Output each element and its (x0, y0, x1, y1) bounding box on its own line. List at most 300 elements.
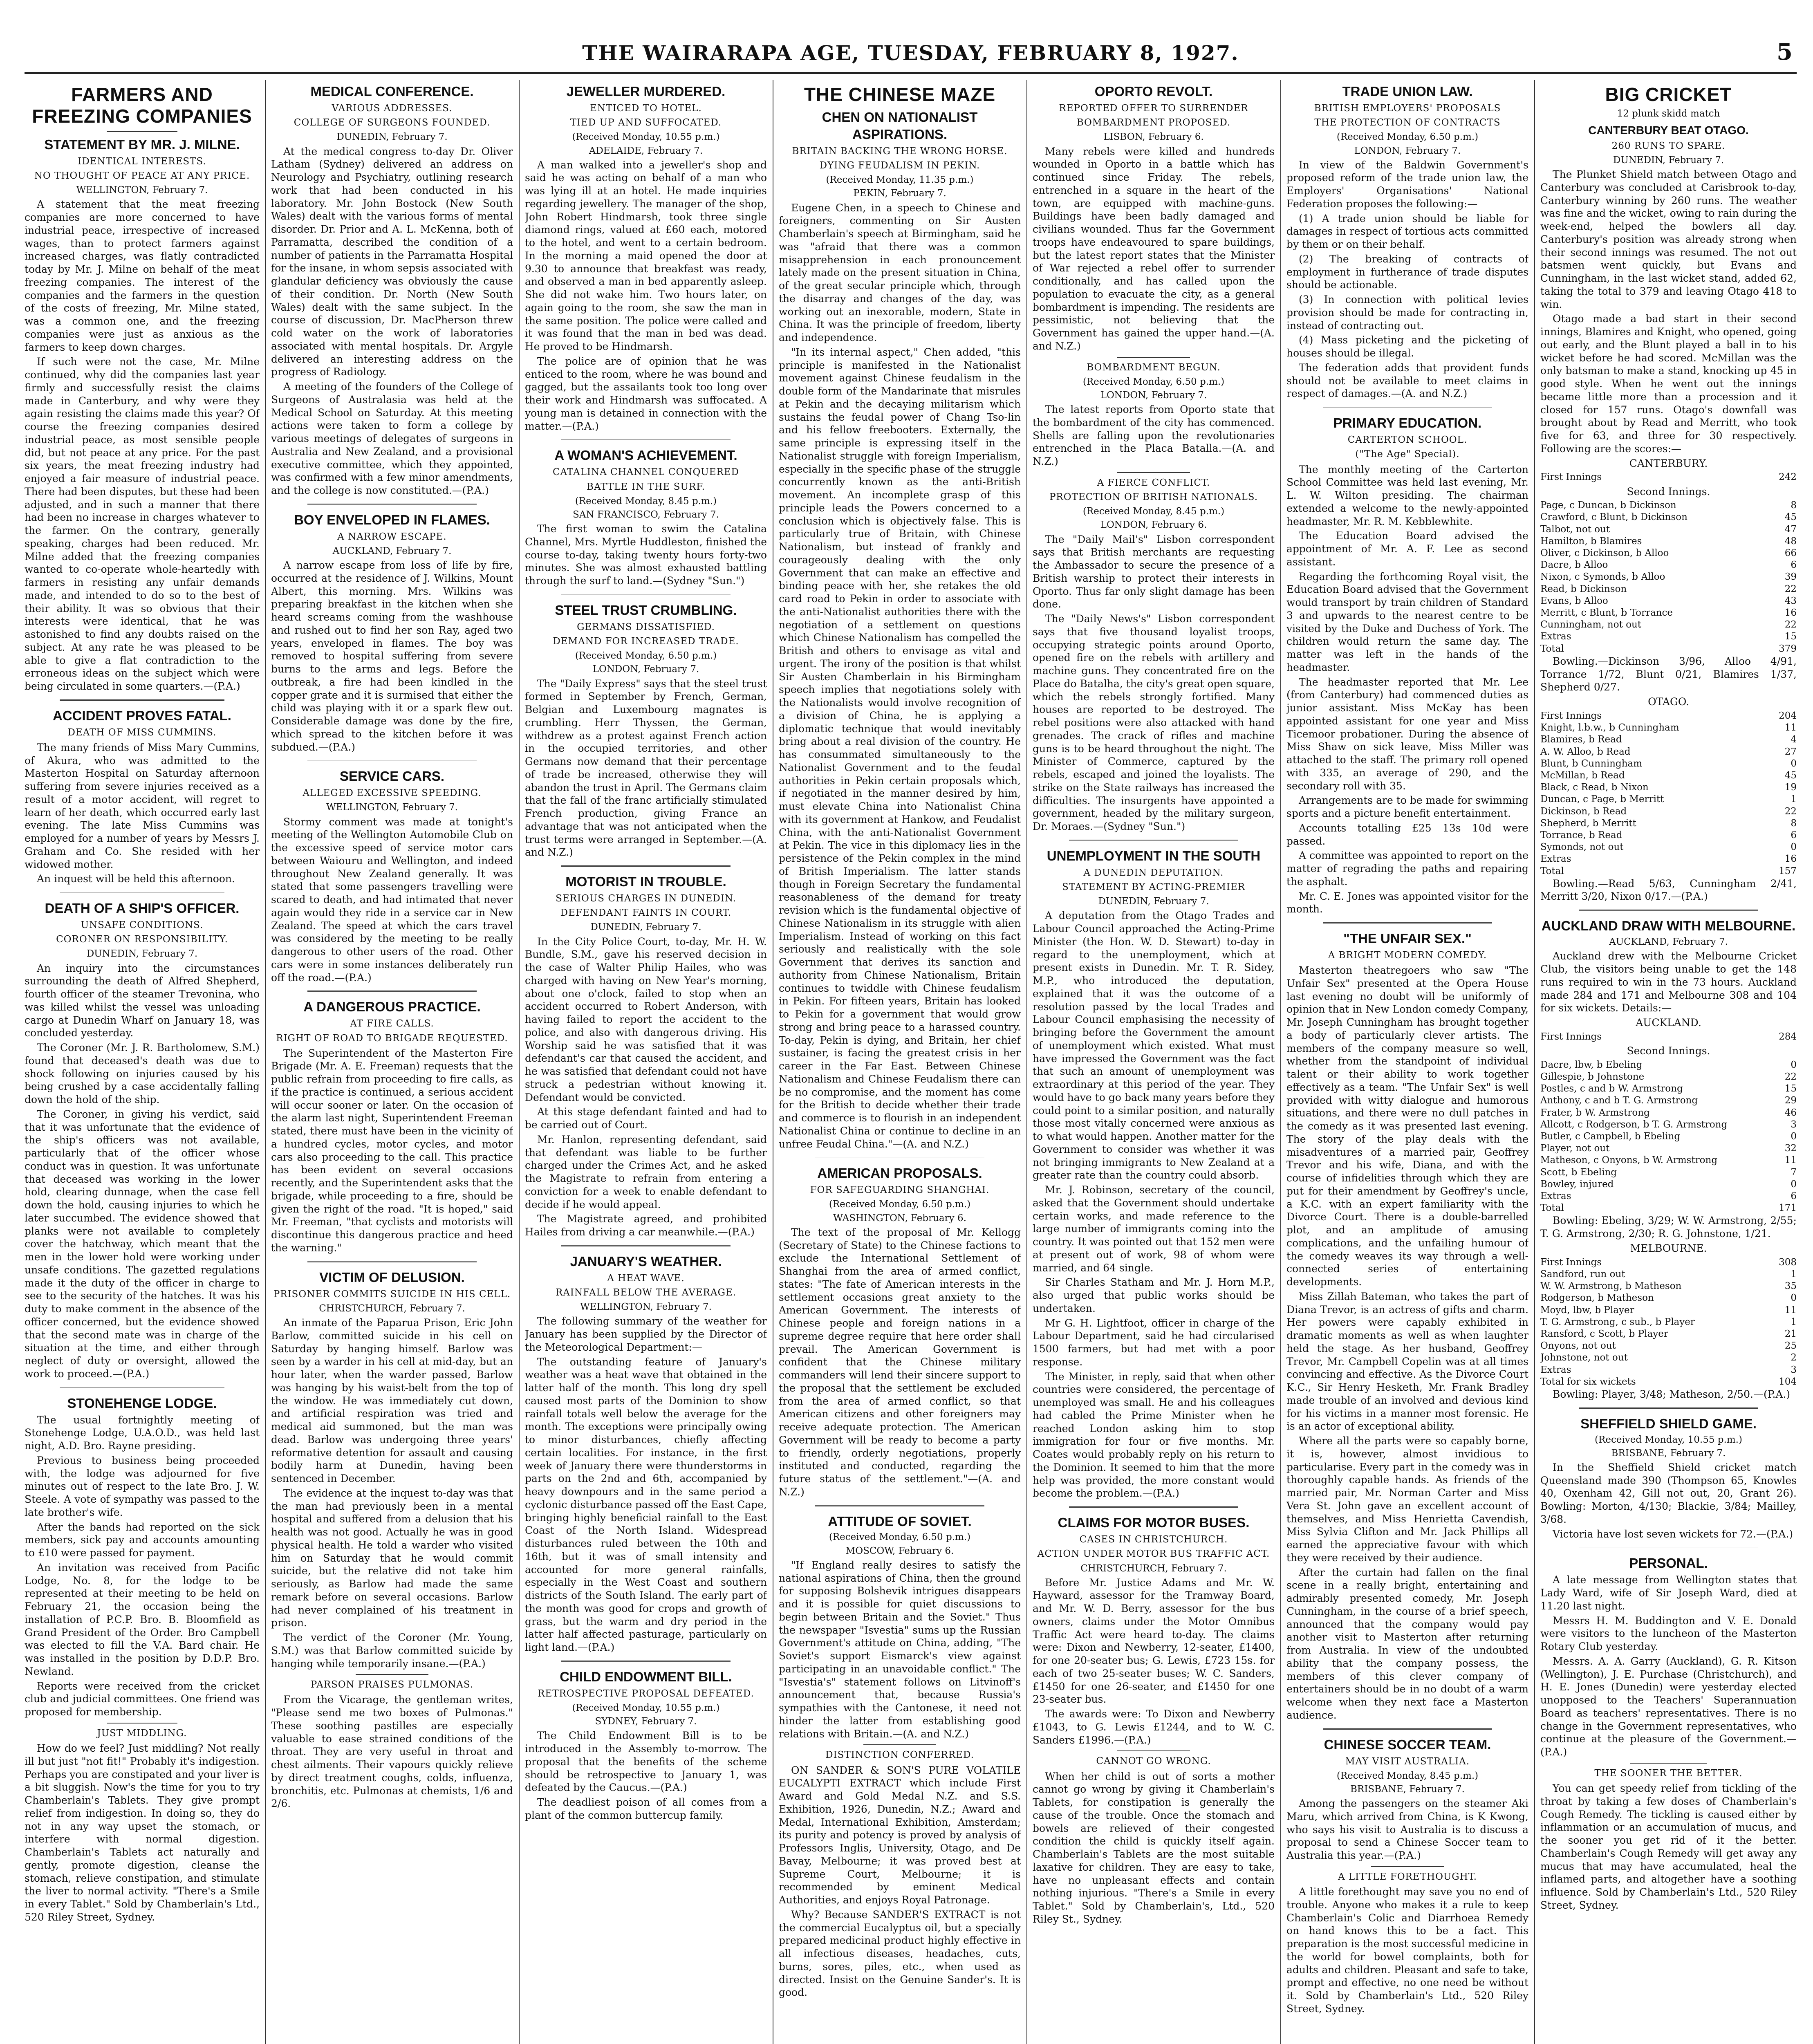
column-5 (1033, 80, 1275, 2044)
headline: PARSON PRAISES PULMONAS. (310, 1679, 474, 1690)
subheadline: RAINFALL BELOW THE AVERAGE. (555, 1287, 737, 1298)
score-row: Extras 15 (1540, 631, 1797, 642)
paragraph: An invitation was received from Pacific Lodge, No. 8, for the lodge to be represented at their meeting to be held on February 21, the occasion being the installation of P.C.P. Bro. B. Bloomfield as Grand President of the Order. Bro Campbell was elected to fill the V.A. Bard chair. He was installed in the position by D.D.P. Bro. Newland. (25, 1561, 260, 1677)
paragraph: Reports were received from the cricket club and judicial committees. One friend was proposed for membership. (25, 1680, 260, 1718)
paragraph: Why? Because SANDER'S EXTRACT is not the commercial Eucalyptus oil, but a specially prepared medicinal product highly effective in all infectious diseases, headaches, cuts, burns, sores, piles, etc., when used as directed. Insist on the Genuine Sander's. It is good. (779, 1908, 1021, 1999)
team-heading: MELBOURNE. (1630, 1242, 1707, 1254)
article-fierce-conflict (1033, 477, 1275, 833)
score-row: Nixon, c Symonds, b Alloo 39 (1540, 572, 1797, 583)
received-line: (Received Monday, 8.45 p.m.) (1082, 506, 1225, 517)
paragraph: In view of the Baldwin Government's proposed reform of the trade union law, the Employers' Organisations' National Federation proposes the following:— (1286, 159, 1528, 210)
masthead (25, 33, 1797, 74)
score-row: Extras 6 (1540, 1191, 1797, 1202)
paragraph: An inquest will be held this afternoon. (37, 873, 235, 885)
subheadline: STATEMENT BY MR. J. MILNE. (44, 137, 240, 152)
advert-forethought (1286, 1871, 1528, 2015)
headline: A FIERCE CONFLICT. (1097, 477, 1210, 488)
paragraph: A committee was appointed to report on the matter of regrading the paths and repairing the asphalt. (1286, 849, 1528, 888)
paragraph: You can get speedy relief from tickling of the throat by taking a few doses of Chamberlain's Cough Remedy. The tickling is caused either by inflammation or an accumulation of mucus, and the sooner you get rid of it the better. Chamberlain's Cough Remedy will get away any mucus that may have accumulated, heal the inflamed parts, and altogether have a soothing influence. Sold by Chamberlain's Ltd., 520 Riley Street, Sydney. (1540, 1782, 1797, 1911)
score-row: McMillan, b Read 45 (1540, 770, 1797, 781)
paragraph: Eugene Chen, in a speech to Chinese and foreigners, commenting on Sir Austen Chamberlain's speech at Birmingham, said he was "afraid that there was a common misapprehension in each pronouncement lately made on the present situation in China, of the great secular principle which, through the disarray and changes of the day, was working out an inexorable, modern, State in China. It was the principle of freedom, liberty and independence. (779, 202, 1021, 344)
paragraph: From the Vicarage, the gentleman writes, "Please send me two boxes of Pulmonas." These soothing pastilles are especially valuable to ease strained conditions of the throat. They are very useful in throat and chest ailments. Their vapours quickly relieve by direct treatment coughs, colds, influenza, bronchitis, etc. Pulmonas at chemists, 1/6 and 2/6. (271, 1694, 513, 1810)
newspaper-title: THE WAIRARAPA AGE, TUESDAY, FEBRUARY 8, 1927. (582, 41, 1239, 65)
innings-total-row: First Innings 308 (1540, 1257, 1797, 1268)
subheadline: A BRIGHT MODERN COMEDY. (1328, 950, 1487, 961)
paragraph: The usual fortnightly meeting of Stonehenge Lodge, U.A.O.D., was held last night, A.D. Bro. Rayne presiding. (25, 1414, 260, 1452)
paragraph: Arrangements are to be made for swimming sports and a picture benefit entertainment. (1286, 794, 1528, 820)
dateline: CHRISTCHURCH, February 7. (319, 1303, 465, 1314)
subheadline: AT FIRE CALLS. (350, 1018, 434, 1029)
score-row: Matheson, c Onyons, b W. Armstrong 11 (1540, 1155, 1797, 1166)
total-row: Total 171 (1540, 1203, 1797, 1214)
column-4 (779, 80, 1021, 2044)
headline: THE CHINESE MAZE (804, 84, 996, 105)
subheadline: IDENTICAL INTERESTS. (78, 156, 206, 167)
subheadline: BRITISH EMPLOYERS' PROPOSALS (1314, 103, 1501, 114)
dateline: SAN FRANCISCO, February 7. (573, 509, 719, 520)
paragraph: The Plunket Shield match between Otago and Canterbury was concluded at Carisbrook to-day, Canterbury winning by 260 runs. The weather was fine and the wicket, owing to rain during the week-end, helped the bowlers all day. Canterbury's position was already strong when their second innings was resumed. The not out batsmen went quickly, but Evans and Cunningham, in the last wicket stand, added 62, taking the total to 379 and leaving Otago 418 to win. (1540, 168, 1797, 310)
headline: BOMBARDMENT BEGUN. (1087, 362, 1221, 373)
subheadline: CASES IN CHRISTCHURCH. (1079, 1534, 1228, 1545)
score-row: Symonds, not out 0 (1540, 842, 1797, 853)
received-line: (Received Monday, 11.35 p.m.) (826, 175, 974, 186)
dateline: DUNEDIN, February 7. (1613, 155, 1724, 166)
advert-cannot-go-wrong (1033, 1755, 1275, 1925)
paragraph: The Coroner, in giving his verdict, said that it was unfortunate that the evidence of the ship's officers was not available, particularly that of the officer whose conduct was in question. It was unfortunate that deceased was working in the lower hold, clearing dunnage, when the case fell down the hold, causing injuries to which he later succumbed. The evidence showed that planks were not available to completely cover the hatchway, which meant that the men in the lower hold were working under unsafe conditions. The gazetted regulations made it the duty of the officer in charge to see to the security of the hatches. It was his duty to make comment in the absence of the officer concerned, but the evidence showed that the second mate was in charge of the situation at the time, and either through neglect of duty or oversight, allowed the work to proceed.—(P.A.) (25, 1108, 260, 1380)
score-row: Black, c Read, b Nixon 19 (1540, 782, 1797, 793)
headline: FARMERS AND FREEZING COMPANIES (32, 84, 252, 127)
column-1 (25, 80, 260, 2044)
headline: JANUARY'S WEATHER. (570, 1253, 722, 1269)
paragraph: Messrs H. M. Buddington and V. E. Donald were visitors to the luncheon of the Masterton Rotary Club yesterday. (1540, 1614, 1797, 1653)
column-rule (1026, 80, 1027, 2044)
score-row: Extras 16 (1540, 854, 1797, 865)
score-row: Bowley, injured 0 (1540, 1179, 1797, 1190)
subheadline: NO THOUGHT OF PEACE AT ANY PRICE. (34, 170, 250, 181)
paragraph: A statement that the meat freezing companies are more concerned to have industrial peace, irrespective of increased wages, than to protect farmers against increased charges, was flatly contradicted today by Mr. J. Milne on behalf of the meat freezing companies. The interest of the companies and the farmers in the question of the costs of freezing, Mr. Milne stated, was a common one, and the freezing companies were just as anxious as the farmers to keep down charges. (25, 198, 260, 353)
paragraph: (2) The breaking of contracts of employment in furtherance of trade disputes should be actionable. (1286, 253, 1528, 291)
article-womans-achievement (525, 447, 767, 587)
dateline: ADELAIDE, February 7. (589, 145, 703, 156)
subheadline: FOR SAFEGUARDING SHANGHAI. (810, 1185, 990, 1196)
paragraph: In the City Police Court, to-day, Mr. H. W. Bundle, S.M., gave his reserved decision in the case of Walter Philip Hailes, who was charged with having on New Year's morning, about one o'clock, failed to stop when an accident occurred to Robert Anderson, with having failed to report the accident to the police, and also with dangerous driving. His Worship said he was satisfied that it was defendant's car that caused the accident, and he was satisfied that defendant could not have struck a pedestrian without knowing it. Defendant would be convicted. (525, 935, 767, 1103)
subheadline: CORONER ON RESPONSIBILITY. (56, 934, 228, 945)
team-heading: CANTERBURY. (1629, 457, 1708, 469)
column-rule (1534, 80, 1535, 2044)
received-line: (Received Monday, 10.55 p.m.) (572, 1703, 720, 1714)
score-row: Dacre, lbw, b Ebeling 0 (1540, 1059, 1797, 1070)
received-line: (Received Monday, 10.55 p.m.) (572, 132, 720, 143)
scorecard-canterbury (1540, 500, 1797, 655)
advert-sanders (779, 1749, 1021, 1999)
headline: MEDICAL CONFERENCE. (310, 84, 474, 99)
headline: MOTORIST IN TROUBLE. (565, 874, 726, 890)
paragraph: "If England really desires to satisfy the national aspirations of China, then the ground for supposing Bolshevik intrigues disappears and it is possible for quiet discussions to begin between Britain and the Soviet." Thus the newspaper "Isvestia" sums up the Russian Government's attitude on China, adding, "The Soviet's support Eismarck's view against participating in an unavoidable conflict." The "Isvestia's" statement follows on Litvinoff's announcement that, because Russia's sympathies with the Cantonese, it need not hinder the latter from establishing good relations with Britain.—(A. and N.Z.) (779, 1559, 1021, 1740)
subheadline: MAY VISIT AUSTRALIA. (1345, 1756, 1470, 1767)
score-row: Merritt, c Blunt, b Torrance 16 (1540, 607, 1797, 619)
column-7 (1540, 80, 1797, 2044)
headline: AMERICAN PROPOSALS. (817, 1165, 982, 1181)
column-rule (519, 80, 520, 2044)
headline: STEEL TRUST CRUMBLING. (555, 602, 737, 618)
score-row: Evans, b Alloo 43 (1540, 595, 1797, 606)
subheadline: CATALINA CHANNEL CONQUERED (552, 467, 740, 478)
paragraph: The Superintendent of the Masterton Fire Brigade (Mr. A. E. Freeman) requests that the public refrain from proceeding to fire calls, as if the practice is continued, a serious accident will occur sooner or later. On the occasion of the alarm last night, Superintendent Freeman stated, there must have been in the vicinity of a hundred cycles, motor cycles, and motor cars also proceeding to the call. This practice has been evident on several occasions recently, and the Superintendent asks that the brigade, while proceeding to a fire, should be given the right of the road. "It is hoped," said Mr. Freeman, "that cyclists and motorists will discontinue this dangerous practice and heed the warning." (271, 1047, 513, 1254)
scorecard-melbourne (1540, 1269, 1797, 1388)
headline: "THE UNFAIR SEX." (1343, 931, 1472, 946)
article-victim-delusion (271, 1269, 513, 1670)
innings-total-row: First Innings 204 (1540, 710, 1797, 721)
paragraph: The police are of opinion that he was enticed to the room, where he was bound and gagged, but the assailants took too long over their work and Hindmarsh was suffocated. A young man is detained in connection with the matter.—(P.A.) (525, 355, 767, 432)
paragraph: A man walked into a jeweller's shop and said he was acting on behalf of a man who was lying ill at an hotel. He made inquiries regarding jewellery. The manager of the shop, John Robert Hindmarsh, took three single diamond rings, valued at £60 each, motored to the hotel, and went to a certain bedroom. In the morning a maid opened the door at 9.30 to announce that breakfast was ready, and observed a man in bed apparently asleep. She did not wake him. Two hours later, on again going to the room, she saw the man in the same position. The police were called and it was found that the man in bed was dead. He proved to be Hindmarsh. (525, 159, 767, 353)
subheadline: ALLEGED EXCESSIVE SPEEDING. (303, 788, 482, 799)
bowling-figures: Bowling: Player, 3/48; Matheson, 2/50.—(P.A.) (1553, 1388, 1791, 1400)
score-row: Ransford, c Scott, b Player 21 (1540, 1328, 1797, 1339)
column-rule (265, 80, 266, 2044)
paragraph: Mr. Hanlon, representing defendant, said that defendant was liable to be further charged under the Crimes Act, and he asked the Magistrate to refrain from entering a conviction for a week to enable defendant to decide if he would appeal. (525, 1133, 767, 1210)
article-farmers-freezing (25, 84, 260, 693)
paragraph: The federation adds that provident funds should not be available to meet claims in respect of damages.—(A. and N.Z.) (1286, 361, 1528, 400)
paragraph: Mr G. H. Lightfoot, officer in charge of the Labour Department, said he had circularised 1500 farmers, but had met with a poor response. (1033, 1317, 1275, 1368)
score-row: Sandford, run out 1 (1540, 1269, 1797, 1280)
score-row: W. W. Armstrong, b Matheson 35 (1540, 1281, 1797, 1292)
article-boy-flames (271, 511, 513, 754)
paragraph: The "Daily Express" says that the steel trust formed in September by French, German, Belgian and Luxembourg magnates is crumbling. Herr Thyssen, the German, withdrew as a protest against French action in the occupied territories, and other Germans now demand that their percentage of trade be increased, otherwise they will abandon the trust in April. The Germans claim that the fall of the franc artificially stimulated French production, giving France an advantage that was not anticipated when the trust terms were arranged in September.—(A. and N.Z.) (525, 677, 767, 858)
score-row: Shepherd, b Merritt 8 (1540, 818, 1797, 829)
headline: CLAIMS FOR MOTOR BUSES. (1058, 1515, 1250, 1531)
subheadline: CARTERTON SCHOOL. (1347, 435, 1468, 446)
paragraph: The text of the proposal of Mr. Kellogg (Secretary of State) to the Chinese factions to exclude the International Settlement of Shanghai from the area of armed conflict, states: "The fate of American interests in the settlement occasions great anxiety to the American Government. The interests of Chinese people and foreign nations in a supreme degree require that here order shall prevail. The American Government is confident that the Chinese military commanders will lend their sincere support to the proposal that the settlement be excluded from the area of armed conflict, so that American citizens and other foreigners may receive adequate protection. The American Government will be ready to become a party to friendly, orderly negotiations, properly instituted and conducted, regarding the future status of the settlement."—(A. and N.Z.) (779, 1226, 1021, 1498)
score-row: A. W. Alloo, b Read 27 (1540, 746, 1797, 757)
paragraph: The Child Endowment Bill is to be introduced in the Assembly to-morrow. The proposal that the benefits of the scheme should be retrospective to January 1, was defeated by the Caucus.—(P.A.) (525, 1730, 767, 1794)
subheadline: RETROSPECTIVE PROPOSAL DEFEATED. (538, 1688, 754, 1699)
article-oporto-revolt (1033, 83, 1275, 353)
paragraph: (1) A trade union should be liable for damages in respect of tortious acts committed by them or on their behalf. (1286, 212, 1528, 251)
dateline: AUCKLAND, February 7. (1609, 937, 1728, 948)
headline: A WOMAN'S ACHIEVEMENT. (554, 448, 737, 463)
article-service-cars (271, 768, 513, 984)
dateline: LONDON, February 7. (1354, 145, 1461, 156)
paragraph: Previous to business being proceeded with, the lodge was adjourned for five minutes out of respect to the late Bro. J. W. Steele. A vote of sympathy was passed to the late brother's wife. (25, 1454, 260, 1518)
paragraph: Many rebels were killed and hundreds wounded in Oporto in a battle which has continued since Friday. The rebels, entrenched in a square in the heart of the town, are equipped with machine-guns. Buildings have been badly damaged and civilians wounded. Thus far the Government troops have endeavoured to spare buildings, but the latest report states that the Minister of War rejected a rebel offer to surrender conditionally, and has called upon the population to evacuate the city, as a general bombardment is impending. The residents are pessimistic, not believing that the Government has gained the upper hand.—(A. and N.Z.) (1033, 145, 1275, 352)
headline: DEATH OF A SHIP'S OFFICER. (45, 901, 240, 916)
article-steel-trust (525, 602, 767, 859)
innings-total-row: First Innings 242 (1540, 472, 1797, 483)
headline: SERVICE CARS. (339, 769, 445, 784)
article-american-proposals (779, 1165, 1021, 1498)
paragraph: Sir Charles Statham and Mr. J. Horn M.P., also urged that public works should be undertaken. (1033, 1276, 1275, 1314)
headline: UNEMPLOYMENT IN THE SOUTH (1047, 848, 1261, 863)
headline: A DANGEROUS PRACTICE. (303, 999, 481, 1015)
subheadline: STATEMENT BY ACTING-PREMIER (1062, 882, 1246, 893)
total-row: Total for six wickets 104 (1540, 1376, 1797, 1387)
paragraph: In the Sheffield Shield cricket match Queensland made 390 (Thompson 65, Knowles 40, Oxenham 42, Gill not out, 20, Grant 26). Bowling: Morton, 4/130; Blackie, 3/84; Mailley, 3/68. (1540, 1461, 1797, 1525)
paragraph: The Minister, in reply, said that when other countries were considered, the percentage of unemployed was small. He and his colleagues had cabled the Prime Minister when he reached London asking him to stop immigration for four or five months. Mr. Coates would probably reply on his return to the Dominion. It seemed to him that the more help was provided, the more constant would become the problem.—(P.A.) (1033, 1370, 1275, 1499)
dateline: LONDON, February 7. (1100, 390, 1207, 401)
received-line: (Received Monday, 8.45 p.m.) (575, 495, 717, 507)
score-row: Onyons, not out 25 (1540, 1340, 1797, 1351)
score-row: Rodgerson, b Matheson 0 (1540, 1293, 1797, 1304)
dateline: WELLINGTON, February 7. (580, 1302, 712, 1313)
score-row: Allcott, c Rodgerson, b T. G. Armstrong 3 (1540, 1119, 1797, 1130)
column-rule (1280, 80, 1281, 2044)
paragraph: The monthly meeting of the Carterton School Committee was held last evening, Mr. L. W. Wilton presiding. The chairman extended a welcome to the newly-appointed headmaster, Mr. R. M. Kebblewhite. (1286, 463, 1528, 527)
score-row: Blunt, b Cunningham 0 (1540, 758, 1797, 769)
paragraph: The deadliest poison of all comes from a plant of the common buttercup family. (525, 1796, 767, 1821)
subheadline: COLLEGE OF SURGEONS FOUNDED. (294, 117, 491, 128)
dateline: MOSCOW, February 6. (845, 1545, 954, 1556)
received-line: (Received Monday, 6.50 p.m.) (1082, 376, 1225, 387)
paragraph: The evidence at the inquest to-day was that the man had previously been in a mental hospital and suffered from a delusion that his health was not good. Actually he was in good physical health. He told a warder who visited him on Saturday that he would commit suicide, but the relative did not take him seriously, as Barlow had made the same remark before on several occasions. Barlow had never complained of his treatment in prison. (271, 1487, 513, 1629)
score-row: Dacre, b Alloo 6 (1540, 560, 1797, 571)
article-motor-buses (1033, 1514, 1275, 1746)
article-unfair-sex (1286, 930, 1528, 1722)
subheadline: PRISONER COMMITS SUICIDE IN HIS CELL. (273, 1289, 511, 1300)
headline: CHILD ENDOWMENT BILL. (560, 1669, 732, 1684)
paragraph: Accounts totalling £25 13s 10d were passed. (1286, 822, 1528, 847)
headline: BIG CRICKET (1605, 84, 1732, 105)
headline: STONEHENGE LODGE. (67, 1395, 217, 1411)
article-auckland-melbourne (1540, 917, 1797, 1401)
subheadline: UNSAFE CONDITIONS. (81, 920, 204, 931)
paragraph: Miss Zillah Bateman, who takes the part of Diana Trevor, is an actress of gifts and charm. Her powers were capably exhibited in dramatic moments as well as when laughter held the stage. As her husband, Geoffrey Trevor, Mr. Campbell Copelin was at all times convincing and effective. As the Divorce Court K.C., Sir Henry Hesketh, Mr. Frank Bradley made trouble of an involved and devious kind for his victims in a manner most forensic. He is an actor of exceptional ability. (1286, 1290, 1528, 1432)
subheadline: RIGHT OF ROAD TO BRIGADE REQUESTED. (276, 1033, 508, 1044)
paragraph: "In its internal aspect," Chen added, "this principle is manifested in the Nationalist movement against Chinese feudalism in the double form of the Mandarinate that misrules at Pekin and the decaying militarism which sustains the feudal power of Chang Tso-lin and his fellow freebooters. Externally, the same principle is expressing itself in the Nationalist struggle with foreign Imperialism, especially in the specific phase of the struggle concurrently known as the anti-British movement. An incomplete grasp of this principle leads the Powers concerned to a conclusion which is objectively false. This is particularly true of Britain, with Chinese Nationalism, but instead of frankly and courageously dealing with the only Government that can make an effective and binding peace with her, she retakes the old card road to Pekin in order to associate with the anti-Nationalist authorities there with the negotiation of a settlement on questions which Chinese Nationalism has compelled the British and others to envisage as vital and urgent. The irony of the position is that whilst Sir Austen Chamberlain in his Birmingham speech implies that negotiations solely with the Nationalists would involve recognition of a division of China, he is applying a diplomatic technique that would inevitably bring about a real division of the country. He has consummated simultaneously to the Nationalist Government and to the feudal authorities in Pekin certain proposals which, if negotiated in the manner desired by him, must elevate China into Nationalist China with its government at Hankow, and Feudalist China, with the anti-Nationalist Government at Pekin. The vice in this diplomacy lies in the persistence of the Pekin complex in the mind of British Imperialism. The latter stands though in Foreign Secretary the fundamental reasonableness of the demand for treaty revision which is the fundamental objective of Chinese Nationalism in its struggle with alien Imperialism. Instead of working on this fact seriously and realistically with the sole Government that derives its sanction and authority from Chinese Nationalism, Britain continues to twiddle with Chinese feudalism in Pekin. For fifteen years, Britain has looked to Pekin for a government that would grow strong and bring peace to a harassed country. To-day, Pekin is dying, and Britain, her chief sustainer, is facing the greatest crisis in her career in the Far East. Between Chinese Nationalism and Chinese Feudalism there can be no compromise, and the moment has come for the British to decide whether their trade and commerce is to flourish in an independent Nationalist China or continue to decline in an unfree Feudal China."—(A. and N.Z.) (779, 346, 1021, 1150)
dateline: BRISBANE, February 7. (1350, 1784, 1465, 1795)
paragraph: At the medical congress to-day Dr. Oliver Latham (Sydney) delivered an address on Neurology and Psychiatry, outlining research work that had been conducted in his laboratory. Mr. John Bostock (New South Wales) dealt with the various forms of mental disorder. Dr. Prior and A. L. McKenna, both of Parramatta, described the condition of a number of patients in the Parramatta Hospital for the insane, in whom sepsis associated with glandular deficiency was obviously the cause of their condition. Dr. North (New South Wales) dealt with the same subject. In the course of discussion, Dr. MacPherson threw cold water on the work of laboratories associated with mental hospitals. Dr. Argyle delivered an interesting address on the progress of Radiology. (271, 145, 513, 378)
score-row: Talbot, not out 47 (1540, 524, 1797, 535)
team-heading: AUCKLAND. (1636, 1017, 1701, 1029)
subheadline: CANTERBURY BEAT OTAGO. (1588, 124, 1749, 137)
total-row: Total 379 (1540, 643, 1797, 654)
received-line: (Received Monday, 6.50 p.m.) (829, 1199, 971, 1210)
headline: SHEFFIELD SHIELD GAME. (1580, 1416, 1757, 1431)
dateline: DUNEDIN, February 7. (86, 948, 198, 959)
column-3 (525, 80, 767, 2044)
advert-pulmonas (271, 1679, 513, 1810)
article-ships-officer (25, 900, 260, 1381)
paragraph: Otago made a bad start in their second innings, Blamires and Knight, who opened, going out early, and the Blunt played a ball in to his wicket before he had scored. McMillan was the only batsman to make a stand, knocking up 45 in good style. When he went out the innings became little more than a procession and it closed for 157 runs. Otago's downfall was brought about by Read and Merritt, who took five for 63, and three for 30 respectively. Following are the scores:— (1540, 313, 1797, 455)
article-primary-education (1286, 415, 1528, 916)
dateline: CHRISTCHURCH, February 7. (1080, 1563, 1227, 1574)
subheadline: DEMAND FOR INCREASED TRADE. (553, 636, 739, 647)
dateline: DUNEDIN, February 7. (1098, 896, 1209, 907)
team-heading: OTAGO. (1648, 696, 1689, 708)
score-row: T. G. Armstrong, c sub., b Player 1 (1540, 1316, 1797, 1327)
page-number: 5 (1777, 38, 1793, 65)
paragraph: The Coroner (Mr. J. R. Bartholomew, S.M.) found that deceased's death was due to shock following on injuries caused by his being crushed by a case accidentally falling down the hold of the ship. (25, 1042, 260, 1106)
headline: CHINESE SOCCER TEAM. (1324, 1737, 1491, 1752)
score-row: Extras 3 (1540, 1364, 1797, 1375)
score-row: Player, not out 32 (1540, 1143, 1797, 1154)
subheadline: GERMANS DISSATISFIED. (577, 621, 715, 632)
dateline: WASHINGTON, February 6. (833, 1213, 966, 1224)
innings-total-row: First Innings 284 (1540, 1031, 1797, 1042)
headline: AUCKLAND DRAW WITH MELBOURNE. (1541, 918, 1796, 934)
score-row: Hamilton, b Blamires 48 (1540, 536, 1797, 547)
paragraph: ON SANDER & SON'S PURE VOLATILE EUCALYPTI EXTRACT which include First Award and Gold Medal N.Z. and S.S. Exhibition, 1926, Dunedin, N.Z.; Award and Medal, International Exhibition, Amsterdam; its purity and potency is proved by analysis of Professors Inglis, University, Otago, and De Bavay, Melbourne; it was proved best at Supreme Court, Melbourne; it is recommended by eminent Medical Authorities, and enjoys Royal Patronage. (779, 1764, 1021, 1906)
column-2 (271, 80, 513, 2044)
subheadline: BRITAIN BACKING THE WRONG HORSE. (792, 146, 1008, 157)
paragraph: A meeting of the founders of the College of Surgeons of Australasia was held at the Medical School on Saturday. At this meeting actions were taken to form a college by various meetings of delegates of surgeons in Australia and New Zealand, and a provisional executive committee, which they appointed, was confirmed with a few minor amendments, and the college is now constituted.—(P.A.) (271, 381, 513, 497)
paragraph: If such were not the case, Mr. Milne continued, why did the companies last year firmly and successfully resist the claims made in Canterbury, and why were they again resisting the claims made this year? Of course the freezing companies desired industrial peace, as most sensible people did, but not peace at any price. For the past six years, the meat freezing industry had enjoyed a fair measure of industrial peace. There had been disputes, but these had been adjusted, and in such a manner that there had been no increase in charges whatever to the farmer. On the contrary, generally speaking, charges had been reduced. Mr. Milne added that the freezing companies wanted to co-operate whole-heartedly with farmers in resisting any unfair demands made, and intended to do so to the best of their ability. It was so obvious that their interests were identical, that he was astonished to find any doubts raised on the subject. At any rate he was pleased to be able to give a flat contradiction to the erroneous ideas on the subject which were being circulated in some quarters.—(P.A.) (25, 356, 260, 693)
article-chinese-maze (779, 84, 1021, 1150)
article-soviet (779, 1513, 1021, 1741)
article-personal (1540, 1555, 1797, 1758)
score-row: Torrance, b Read 6 (1540, 829, 1797, 840)
article-bombardment (1033, 362, 1275, 468)
headline: JUST MIDDLING. (97, 1728, 187, 1739)
dateline: DUNEDIN, February 7. (590, 922, 701, 933)
paragraph: Messrs. A. A. Garry (Auckland), G. R. Kitson (Wellington), J. E. Purchase (Christchurch), and H. E. Jones (Dunedin) were yesterday elected unopposed to the Teachers' Superannuation Board as teachers' representatives. There is no change in the Government representatives, who continue at the pleasure of the Government.—(P.A.) (1540, 1655, 1797, 1758)
dateline: WELLINGTON, February 7. (326, 802, 458, 813)
article-accident (25, 707, 260, 885)
paragraph: The awards were: To Dixon and Newberry £1043, to G. Lewis £1244, and to W. C. Sanders £1996.—(P.A.) (1033, 1708, 1275, 1746)
paragraph: The following summary of the weather for January has been supplied by the Director of the Meteorological Department:— (525, 1315, 767, 1353)
article-stonehenge (25, 1395, 260, 1719)
bowling-figures: Bowling: Ebeling, 3/29; W. W. Armstrong, 2/55; T. G. Armstrong, 2/30; R. G. Johnstone, 1/21. (1540, 1215, 1797, 1240)
subheadline: BATTLE IN THE SURF. (587, 481, 705, 492)
headline: PERSONAL. (1629, 1555, 1708, 1571)
paragraph: The latest reports from Oporto state that the bombardment of the city has commenced. Shells are falling upon the revolutionaries entrenched in the Placa Batalla.—(A. and N.Z.) (1033, 403, 1275, 468)
headline: DISTINCTION CONFERRED. (825, 1750, 974, 1761)
headline: CANNOT GO WRONG. (1096, 1756, 1211, 1767)
subheadline: 260 RUNS TO SPARE. (1611, 140, 1726, 151)
bowling-figures: Bowling.—Dickinson 3/96, Alloo 4/91, Torrance 1/72, Blunt 0/21, Blamires 1/37, Shepherd 0/27. (1540, 655, 1797, 693)
paragraph: The verdict of the Coroner (Mr. Young, S.M.) was that Barlow committed suicide by hanging while temporarily insane.—(P.A.) (271, 1632, 513, 1670)
paragraph: Victoria have lost seven wickets for 72.—(P.A.) (1553, 1528, 1793, 1540)
paragraph: At this stage defendant fainted and had to be carried out of Court. (525, 1106, 767, 1131)
dateline: LISBON, February 6. (1103, 132, 1204, 143)
score-row: Anthony, c and b T. G. Armstrong 29 (1540, 1095, 1797, 1106)
article-trade-union (1286, 83, 1528, 400)
paragraph: (3) In connection with political levies provision should be made for contracting in, instead of contracting out. (1286, 294, 1528, 332)
dateline: WELLINGTON, February 7. (76, 185, 208, 196)
article-unemployment (1033, 847, 1275, 1500)
paragraph: When her child is out of sorts a mother cannot go wrong by giving it Chamberlain's Tablets, for constipation is generally the cause of the trouble. Once the stomach and bowels are relieved of their congested condition the child is quickly itself again. Chamberlain's Tablets are the most suitable laxative for children. They are easy to take, have no unpleasant effects and contain nothing injurious. "There's a Smile in every Tablet." Sold by Chamberlain's, Ltd., 520 Riley St., Sydney. (1033, 1770, 1275, 1925)
paragraph: A narrow escape from loss of life by fire, occurred at the residence of J. Wilkins, Mount Albert, this morning. Mrs. Wilkins was preparing breakfast in the kitchen when she heard screams coming from the washhouse and rushed out to find her son Ray, aged two years, enveloped in flames. The boy was removed to hospital suffering from severe burns to the arms and legs. Before the outbreak, a fire had been kindled in the copper grate and it is surmised that either the child was playing with it or a spark flew out. Considerable damage was done by the fire, which spread to the kitchen before it was subdued.—(P.A.) (271, 559, 513, 753)
total-row: Total 157 (1540, 865, 1797, 876)
headline: OPORTO REVOLT. (1094, 84, 1213, 99)
received-line: (Received Monday, 8.45 p.m.) (1336, 1770, 1479, 1781)
headline: TRADE UNION LAW. (1342, 84, 1473, 99)
dateline: SYDNEY, February 7. (595, 1716, 697, 1727)
article-medical-conference (271, 83, 513, 497)
score-row: Gillespie, b Johnstone 22 (1540, 1071, 1797, 1082)
paragraph: Stormy comment was made at tonight's meeting of the Wellington Automobile Club on the excessive speed of service motor cars between Waiouru and Wellington, and indeed throughout New Zealand generally. It was stated that some passengers travelling were scared to death, and had intimated that never again would they ride in a service car in New Zealand. The speed at which the cars travel was considered by the meeting to be really dangerous to other users of the road. Other cars were in some instances deliberately run off the road.—(P.A.) (271, 816, 513, 984)
paragraph: The many friends of Miss Mary Cummins, of Akura, who was admitted to the Masterton Hospital on Saturday afternoon suffering from severe injuries received as a result of a motor accident, will regret to learn of her death, which occurred early last evening. The late Miss Cummins was employed for a number of years by Messrs J. Graham and Co. She resided with her widowed mother. (25, 741, 260, 870)
paragraph: Regarding the forthcoming Royal visit, the Education Board advised that the Government would transport by train children of Standard 3 and upwards to the nearest centre to be visited by the Duke and Duchess of York. The children would return the same day. The matter was left in the hands of the headmaster. (1286, 570, 1528, 673)
score-row: Duncan, c Page, b Merritt 1 (1540, 794, 1797, 805)
received-line: (Received Monday, 10.55 p.m.) (1595, 1434, 1742, 1445)
paragraph: An inmate of the Paparua Prison, Eric John Barlow, committed suicide in his cell on Saturday by hanging himself. Barlow was seen by a warder in his cell at mid-day, but an hour later, when the warder passed, Barlow was hanging by his waist-belt from the top of the window. He was immediately cut down, and artificial respiration was tried and medical aid summoned, but the man was dead. Barlow was undergoing three years' reformative detention for assault and causing bodily harm at Dunedin, having been sentenced in December. (271, 1317, 513, 1485)
subheadline: DEATH OF MISS CUMMINS. (67, 727, 217, 738)
received-line: (Received Monday, 6.50 p.m.) (1336, 132, 1479, 143)
dateline: DUNEDIN, February 7. (336, 132, 448, 143)
score-row: Johnstone, not out 2 (1540, 1352, 1797, 1363)
score-row: Dickinson, b Read 22 (1540, 806, 1797, 817)
innings-heading: Second Innings. (1627, 1045, 1710, 1057)
headline: PRIMARY EDUCATION. (1333, 415, 1482, 431)
paragraph: After the curtain had fallen on the final scene in a really bright, entertaining and admirably presented comedy, Mr. Joseph Cunningham, in the course of a brief speech, announced that the company would pay another visit to Masterton after returning from Australia. In view of the undoubted ability that the company possess, the members of this clever company of entertainers should be in no doubt of a warm welcome when they next face a Masterton audience. (1286, 1566, 1528, 1721)
subheadline: DYING FEUDALISM IN PEKIN. (819, 160, 980, 171)
dateline: PEKIN, February 7. (853, 188, 946, 199)
subheadline: A HEAT WAVE. (607, 1273, 685, 1284)
advert-sooner-better (1540, 1768, 1797, 1912)
headline: BOY ENVELOPED IN FLAMES. (294, 512, 490, 527)
article-dangerous-practice (271, 998, 513, 1254)
paragraph: Masterton theatregoers who saw "The Unfair Sex" presented at the Opera House last evening no doubt will be uniformly of opinion that in New London comedy Company, Mr. Joseph Cunningham has brought together a body of particularly clever artists. The members of the company measure so well, whether from the standpoint of individual talent or their ability to work together effectively as a team. "The Unfair Sex" is well provided with witty dialogue and humorous situations, and there were no dull patches in the comedy as it was presented last evening. The story of the play deals with the misadventures of a married pair, Geoffrey Trevor and his wife, Diana, and with the course of infidelities through which they are put for their amendment by Geoffrey's uncle, a K.C. with an expert familiarity with the Divorce Court. There is a double-barrelled plot, and an amplitude of amusing complications, and the unfailing humour of the comedy weaves its way through a well-connected series of entertaining developments. (1286, 964, 1528, 1288)
subheadline: THE PROTECTION OF CONTRACTS (1314, 117, 1501, 128)
subheadline: TIED UP AND SUFFOCATED. (570, 117, 722, 128)
dateline: AUCKLAND, February 7. (332, 545, 452, 556)
paragraph: The "Daily News's" Lisbon correspondent says that five thousand loyalist troops, occupying strategic points around Oporto, opened fire on the rebels with artillery and machine guns. They concentrated fire on the Place do Batalha, the city's great open square, which the rebels strongly fortified. Many houses are reported to be destroyed. The rebel positions were also attacked with hand grenades. The crack of rifles and machine guns is to be heard throughout the night. The Minister of Commerce, captured by the rebels, escaped and joined the loyalists. The strike on the State railways has increased the difficulties. The insurgents have appointed a government, headed by the military surgeon, Dr. Moraes.—(Sydney "Sun.") (1033, 613, 1275, 833)
score-row: Scott, b Ebeling 7 (1540, 1167, 1797, 1178)
subheadline: A NARROW ESCAPE. (337, 531, 447, 542)
paragraph: A deputation from the Otago Trades and Labour Council approached the Acting-Prime Minister (the Hon. W. D. Stewart) to-day in regard to the unemployment, which at present exists in Dunedin. Mr. T. R. Sidey, M.P., who introduced the deputation, explained that it was the outcome of a resolution passed by the local Trades and Labour Council emphasising the necessity of bringing before the Government the amount of unemployment which existed. What must have impressed the Government was the fact that such an amount of unemployment was extraordinary at this period of the year. They would have to go back many years before they could point to a similar position, and naturally those most vitally concerned were anxious as to what would happen. Another matter for the Government to consider was whether it was not bringing immigrants to New Zealand at a greater rate than the country could absorb. (1033, 910, 1275, 1181)
score-row: Butler, c Campbell, b Ebeling 0 (1540, 1131, 1797, 1142)
paragraph: The headmaster reported that Mr. Lee (from Canterbury) had commenced duties as junior assistant. Miss McKay has been appointed assistant for one year and Miss Ticemoor probationer. During the absence of Miss Shaw on sick leave, Miss Miller was attached to the staff. The primary roll opened with 335, an average of 290, and the secondary roll with 35. (1286, 676, 1528, 792)
subheadline: BOMBARDMENT PROPOSED. (1076, 117, 1231, 128)
subheadline: REPORTED OFFER TO SURRENDER (1059, 103, 1248, 114)
article-jeweller (525, 83, 767, 433)
headline: THE SOONER THE BETTER. (1594, 1768, 1743, 1779)
article-weather (525, 1253, 767, 1654)
score-row: Moyd, lbw, b Player 11 (1540, 1304, 1797, 1316)
scorecard-auckland (1540, 1059, 1797, 1215)
article-child-endowment (525, 1668, 767, 1822)
subheadline: ENTICED TO HOTEL. (590, 103, 702, 114)
article-chinese-soccer (1286, 1736, 1528, 1862)
headline: ACCIDENT PROVES FATAL. (53, 708, 231, 723)
paragraph: A late message from Wellington states that Lady Ward, wife of Sir Joseph Ward, died at 11.20 last night. (1540, 1574, 1797, 1612)
paragraph: Before Mr. Justice Adams and Mr. W. Hayward, assessor for the Tramway Board, and Mr. W. D. Berry, assessor for the bus owners, claims under the Motor Omnibus Traffic Act were heard to-day. The claims were: Dixon and Newberry, 12-seater, £1400, for one 20-seater bus; G. Lewis, £723 15s. for each of two 25-seater buses; W. C. Sanders, £1450 for one 26-seater, and £1450 for one 23-seater bus. (1033, 1576, 1275, 1706)
score-row: Postles, c and b W. Armstrong 15 (1540, 1083, 1797, 1094)
score-row: Cunningham, not out 22 (1540, 619, 1797, 630)
paragraph: The "Daily Mail's" Lisbon correspondent says that British merchants are requesting the Ambassador to secure the presence of a British warship to protect their interests in Oporto. Thus far only slight damage has been done. (1033, 533, 1275, 610)
article-motorist (525, 873, 767, 1239)
paragraph: Mr. C. E. Jones was appointed visitor for the month. (1286, 890, 1528, 915)
dateline: BRISBANE, February 7. (1611, 1448, 1726, 1459)
subheadline: A DUNEDIN DEPUTATION. (1083, 867, 1224, 878)
advert-just-middling (25, 1728, 260, 1924)
headline: A LITTLE FORETHOUGHT. (1338, 1871, 1477, 1882)
paragraph: The Magistrate agreed, and prohibited Hailes from driving a car meanwhile.—(P.A.) (525, 1213, 767, 1238)
paragraph: How do we feel? Just middling? Not really ill but just "not fit!" Probably it's indigestion. Perhaps you are constipated and your liver is a bit sluggish. Now's the time for you to try Chamberlain's Tablets. They give prompt relief from indigestion. In doing so, they do not in any way upset the stomach, or interfere with normal digestion. Chamberlain's Tablets act naturally and gently, promote digestion, cleanse the stomach, relieve constipation, and stimulate the liver to normal activity. "There's a Smile in every Tablet." Sold by Chamberlain's Ltd., 520 Riley Street, Sydney. (25, 1742, 260, 1923)
scorecard-otago (1540, 722, 1797, 877)
paragraph: Mr. J. Robinson, secretary of the council, asked that the Government should undertake certain works, and made reference to the large number of immigrants coming into the country. It was pointed out that 152 men were at present out of work, 98 of whom were married, and 64 single. (1033, 1184, 1275, 1274)
paragraph: The Education Board advised the appointment of Mr. A. F. Lee as second assistant. (1286, 530, 1528, 568)
subheadline: SERIOUS CHARGES IN DUNEDIN. (556, 893, 736, 904)
subheadline: DEFENDANT FAINTS IN COURT. (560, 908, 732, 919)
subheadline: CHEN ON NATIONALIST ASPIRATIONS. (822, 109, 978, 142)
dateline: LONDON, February 6. (1100, 520, 1207, 531)
paragraph: A little forethought may save you no end of trouble. Anyone who makes it a rule to keep Chamberlain's Colic and Diarrhoea Remedy on hand knows this to be a fact. This preparation is the most successful medicine in the world for bowel complaints, both for adults and children. Pleasant and safe to take, prompt and effective, no one need be without it. Sold by Chamberlain's Ltd., 520 Riley Street, Sydney. (1286, 1886, 1528, 2015)
received-line: (Received Monday, 6.50 p.m.) (829, 1532, 971, 1543)
headline: VICTIM OF DELUSION. (319, 1269, 465, 1285)
subheadline: PROTECTION OF BRITISH NATIONALS. (1049, 492, 1258, 503)
headline: JEWELLER MURDERED. (566, 84, 726, 99)
paragraph: Where all the parts were so capably borne, it is, however, almost invidious to particularise. Every part in the comedy was in thoroughly capable hands. As friends of the married pair, Mr. Norman Carter and Miss Vera St. John gave an excellent account of themselves, and Miss Henrietta Cavendish, Miss Sylvia Clifton and Mr. Jack Phillips all earned the appreciative favour with which they were received by their audience. (1286, 1435, 1528, 1564)
paragraph: After the bands had reported on the sick members, sick pay and accounts amounting to £10 were passed for payment. (25, 1521, 260, 1559)
bowling-figures: Bowling.—Read 5/63, Cunningham 2/41, Merritt 3/20, Nixon 0/17.—(P.A.) (1540, 877, 1797, 903)
score-row: Oliver, c Dickinson, b Alloo 66 (1540, 548, 1797, 559)
headline: ATTITUDE OF SOVIET. (828, 1513, 972, 1529)
score-row: Blamires, b Read 4 (1540, 734, 1797, 745)
article-sheffield-shield (1540, 1415, 1797, 1541)
paragraph: An inquiry into the circumstances surrounding the death of Alfred Shepherd, fourth officer of the steamer Trevonina, who was killed whilst the vessel was unloading cargo at Dunedin Wharf on January 18, was concluded yesterday. (25, 962, 260, 1039)
innings-heading: Second Innings. (1627, 485, 1710, 498)
